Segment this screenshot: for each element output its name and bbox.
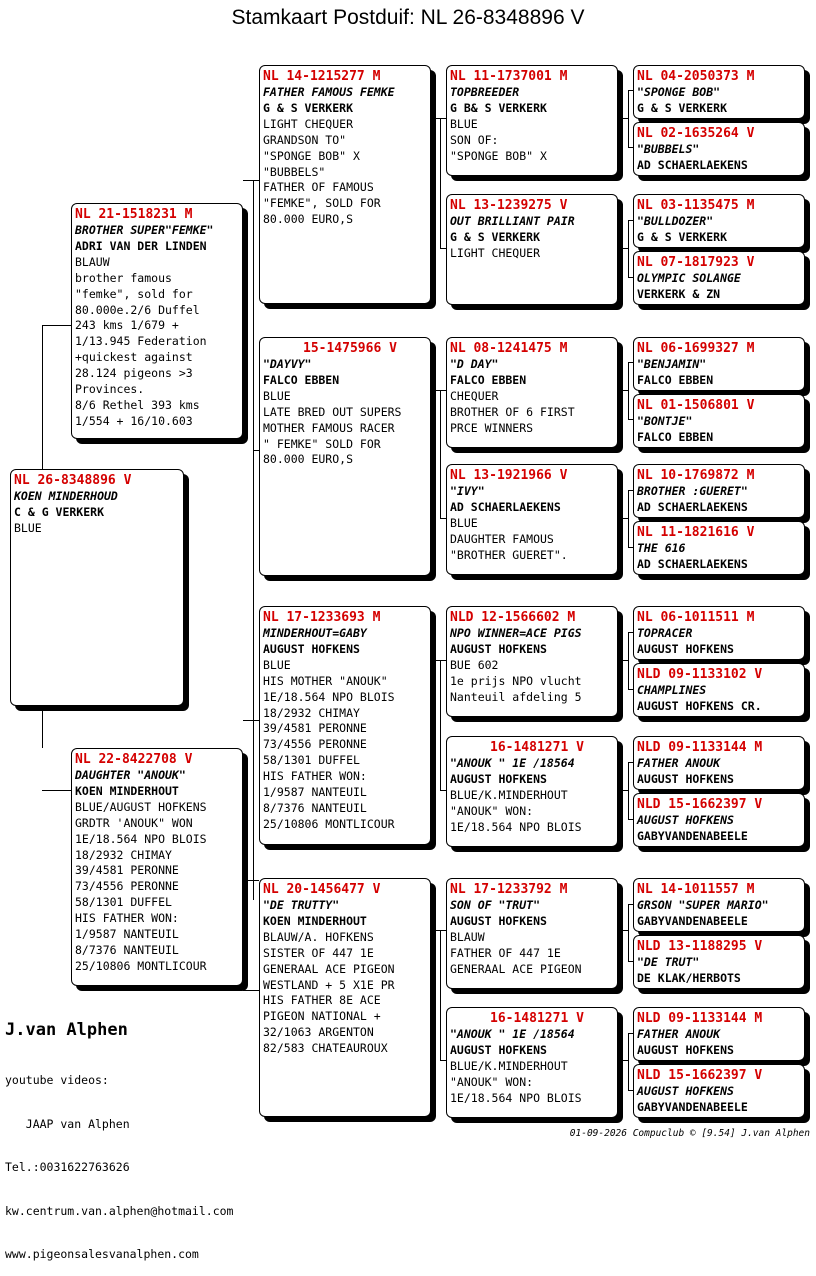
info-line: 25/10806 MONTLICOUR xyxy=(263,816,395,831)
info-line: 58/1301 DUFFEL xyxy=(263,753,360,768)
ring-number: NLD 09-1133102 V xyxy=(637,667,763,682)
info-line: "SPONGE BOB" X xyxy=(263,148,360,163)
info-line: 1e prijs NPO vlucht xyxy=(450,673,582,688)
owner-name: GABYVANDENABEELE xyxy=(637,1099,748,1114)
info-line: 1E/18.564 NPO BLOIS xyxy=(263,689,395,704)
pigeon-card-g5 xyxy=(446,606,618,717)
info-line: BLUE/AUGUST HOFKENS xyxy=(75,799,207,814)
info-line: LATE BRED OUT SUPERS xyxy=(263,404,402,419)
ring-number: NL 11-1821616 V xyxy=(637,525,755,540)
info-line: 18/2932 CHIMAY xyxy=(263,705,360,720)
pigeon-name: "BONTJE" xyxy=(637,414,693,428)
pigeon-card-ggp1 xyxy=(633,65,805,119)
connector-line xyxy=(42,325,71,326)
ring-number: NL 17-1233693 M xyxy=(263,610,381,625)
owner-name: FALCO EBBEN xyxy=(263,372,340,387)
pigeon-card-ggp16 xyxy=(633,1064,805,1118)
owner-name: G & S VERKERK xyxy=(263,100,354,115)
owner-name: AUGUST HOFKENS CR. xyxy=(637,698,762,713)
owner-name: FALCO EBBEN xyxy=(637,372,714,387)
connector-line xyxy=(618,790,628,791)
pigeon-name: "DAYVY" xyxy=(263,357,312,371)
info-line: GENERAAL ACE PIGEON xyxy=(263,961,395,976)
connector-line xyxy=(440,390,441,518)
print-info: 01-09-2026 Compuclub © [9.54] J.van Alphen xyxy=(569,1128,810,1139)
pigeon-name: TOPBREEDER xyxy=(450,85,520,99)
contact-email: kw.centrum.van.alphen@hotmail.com xyxy=(5,1203,234,1218)
info-line: BLUE/K.MINDERHOUT xyxy=(450,1058,568,1073)
info-line: 1/13.945 Federation xyxy=(75,334,207,349)
info-line: BLAUW/A. HOFKENS xyxy=(263,929,374,944)
pigeon-name: "BUBBELS" xyxy=(637,142,700,156)
owner-name: GABYVANDENABEELE xyxy=(637,828,748,843)
ring-number: NL 17-1233792 M xyxy=(450,882,568,897)
ring-number: 15-1475966 V xyxy=(303,341,397,356)
pigeon-name: "ANOUK " 1E /18564 xyxy=(450,756,575,770)
pigeon-card-ggp2 xyxy=(633,122,805,176)
pigeon-card-gp1 xyxy=(259,65,431,304)
pigeon-card-g4 xyxy=(446,464,618,575)
ring-number: NLD 15-1662397 V xyxy=(637,1068,763,1083)
owner-name: AUGUST HOFKENS xyxy=(637,641,734,656)
ring-number: NL 06-1011511 M xyxy=(637,610,755,625)
info-line: 73/4556 PERONNE xyxy=(263,737,367,752)
contact-website: www.pigeonsalesvanalphen.com xyxy=(5,1247,199,1261)
pigeon-name: "DE TRUTTY" xyxy=(263,898,340,912)
info-line: FATHER OF FAMOUS xyxy=(263,180,374,195)
pigeon-card-ggp7 xyxy=(633,464,805,518)
info-line: "BROTHER GUERET". xyxy=(450,547,568,562)
connector-line xyxy=(431,930,446,931)
owner-name: AUGUST HOFKENS xyxy=(263,641,360,656)
pigeon-card-ggp3 xyxy=(633,194,805,248)
info-line: "ANOUK" WON: xyxy=(450,803,534,818)
owner-name: DE KLAK/HERBOTS xyxy=(637,970,741,985)
owner-name: G B& S VERKERK xyxy=(450,100,547,115)
owner-name: AD SCHAERLAEKENS xyxy=(637,556,748,571)
ring-number: NL 07-1817923 V xyxy=(637,255,755,270)
info-line: 25/10806 MONTLICOUR xyxy=(75,958,207,973)
info-line: " FEMKE" SOLD FOR xyxy=(263,436,381,451)
pigeon-name: OUT BRILLIANT PAIR xyxy=(450,214,575,228)
info-line: 1/554 + 16/10.603 xyxy=(75,413,193,428)
connector-line xyxy=(253,180,254,900)
pigeon-name: "IVY" xyxy=(450,484,485,498)
pigeon-card-g3 xyxy=(446,337,618,448)
ring-number: NL 02-1635264 V xyxy=(637,126,755,141)
ring-number: NL 13-1239275 V xyxy=(450,198,568,213)
owner-name: C & G VERKERK xyxy=(14,504,105,519)
pigeon-name: AUGUST HOFKENS xyxy=(637,813,734,827)
connector-line xyxy=(628,632,629,689)
info-line: BLUE xyxy=(263,657,291,672)
pigeon-card-ggp14 xyxy=(633,935,805,989)
connector-line xyxy=(431,390,446,391)
owner-name: AUGUST HOFKENS xyxy=(450,1042,547,1057)
info-line: BLUE/K.MINDERHOUT xyxy=(450,787,568,802)
info-line: "BUBBELS" xyxy=(263,164,326,179)
ring-number: NL 06-1699327 M xyxy=(637,341,755,356)
info-line: SISTER OF 447 1E xyxy=(263,945,374,960)
info-line: GRANDSON TO" xyxy=(263,132,347,147)
pigeon-name: "BENJAMIN" xyxy=(637,357,707,371)
info-line: Provinces. xyxy=(75,382,145,397)
ring-number: NL 26-8348896 V xyxy=(14,473,132,488)
pigeon-card-p0 xyxy=(10,469,184,706)
info-line: GENERAAL ACE PIGEON xyxy=(450,961,582,976)
info-line: SON OF: xyxy=(450,132,499,147)
connector-line xyxy=(628,362,629,419)
info-line: 8/7376 NANTEUIL xyxy=(263,800,367,815)
owner-name: G & S VERKERK xyxy=(450,229,541,244)
pigeon-card-ggp6 xyxy=(633,394,805,448)
info-line: 1E/18.564 NPO BLOIS xyxy=(450,819,582,834)
pigeon-card-ggp11 xyxy=(633,736,805,790)
ring-number: NL 04-2050373 M xyxy=(637,69,755,84)
connector-line xyxy=(618,518,628,519)
connector-line xyxy=(440,930,441,1060)
connector-line xyxy=(618,930,628,931)
info-line: FATHER OF 447 1E xyxy=(450,945,561,960)
pigeon-card-g7 xyxy=(446,878,618,989)
connector-line xyxy=(618,1060,628,1061)
info-line: 8/7376 NANTEUIL xyxy=(75,942,179,957)
connector-line xyxy=(431,660,446,661)
info-line: BLUE xyxy=(14,520,42,535)
pigeon-name: CHAMPLINES xyxy=(637,683,707,697)
page-title: Stamkaart Postduif: NL 26-8348896 V xyxy=(231,6,585,29)
info-line: 82/583 CHATEAUROUX xyxy=(263,1041,388,1056)
pigeon-card-ggp13 xyxy=(633,878,805,932)
info-line: LIGHT CHEQUER xyxy=(450,245,541,260)
pigeon-name: FATHER FAMOUS FEMKE xyxy=(263,85,395,99)
connector-line xyxy=(628,220,629,277)
ring-number: NL 20-1456477 V xyxy=(263,882,381,897)
connector-line xyxy=(42,325,43,469)
ring-number: NLD 12-1566602 M xyxy=(450,610,576,625)
ring-number: NL 13-1921966 V xyxy=(450,468,568,483)
info-line: 1E/18.564 NPO BLOIS xyxy=(450,1090,582,1105)
ring-number: NLD 15-1662397 V xyxy=(637,797,763,812)
owner-name: VERKERK & ZN xyxy=(637,286,721,301)
ring-number: NL 21-1518231 M xyxy=(75,207,193,222)
info-line: PRCE WINNERS xyxy=(450,420,534,435)
owner-name: GABYVANDENABEELE xyxy=(637,913,748,928)
owner-name: KOEN MINDERHOUT xyxy=(263,913,367,928)
owner-name: AUGUST HOFKENS xyxy=(450,641,547,656)
info-line: 58/1301 DUFFEL xyxy=(75,895,172,910)
pigeon-name: KOEN MINDERHOUD xyxy=(14,489,118,503)
info-line: HIS FATHER WON: xyxy=(75,911,179,926)
connector-line xyxy=(628,490,629,547)
connector-line xyxy=(618,118,628,119)
pigeon-card-ggp8 xyxy=(633,521,805,575)
pigeon-card-g8 xyxy=(446,1007,618,1118)
ring-number: NLD 09-1133144 M xyxy=(637,1011,763,1026)
owner-name: FALCO EBBEN xyxy=(637,429,714,444)
contact-line: JAAP van Alphen xyxy=(5,1116,130,1131)
info-line: 39/4581 PERONNE xyxy=(75,863,179,878)
pigeon-card-ggp5 xyxy=(633,337,805,391)
pigeon-card-g2 xyxy=(446,194,618,305)
connector-line xyxy=(440,660,441,790)
info-line: 73/4556 PERONNE xyxy=(75,879,179,894)
info-line: CHEQUER xyxy=(450,388,499,403)
ring-number: NL 14-1011557 M xyxy=(637,882,755,897)
info-line: +quickest against xyxy=(75,350,193,365)
pigeon-card-gp2 xyxy=(259,337,431,576)
info-line: "femke", sold for xyxy=(75,286,193,301)
info-line: LIGHT CHEQUER xyxy=(263,116,354,131)
owner-name: AUGUST HOFKENS xyxy=(637,771,734,786)
info-line: 8/6 Rethel 393 kms xyxy=(75,397,200,412)
info-line: BLAUW xyxy=(75,254,110,269)
owner-name: ADRI VAN DER LINDEN xyxy=(75,238,207,253)
connector-line xyxy=(243,880,253,881)
info-line: 80.000e.2/6 Duffel xyxy=(75,302,200,317)
info-line: 18/2932 CHIMAY xyxy=(75,847,172,862)
pigeon-card-g1 xyxy=(446,65,618,176)
pigeon-name: "D DAY" xyxy=(450,357,499,371)
info-line: "FEMKE", SOLD FOR xyxy=(263,196,381,211)
info-line: 28.124 pigeons >3 xyxy=(75,366,193,381)
owner-name: FALCO EBBEN xyxy=(450,372,527,387)
owner-name: AUGUST HOFKENS xyxy=(450,771,547,786)
info-line: BUE 602 xyxy=(450,657,499,672)
owner-name: AUGUST HOFKENS xyxy=(637,1042,734,1057)
ring-number: 16-1481271 V xyxy=(490,1011,584,1026)
breeder-contact xyxy=(5,1044,233,1276)
connector-line xyxy=(253,880,259,881)
connector-line xyxy=(618,248,628,249)
pigeon-name: "BULLDOZER" xyxy=(637,214,714,228)
pigeon-name: MINDERHOUT=GABY xyxy=(263,626,367,640)
connector-line xyxy=(42,706,43,748)
ring-number: NL 03-1135475 M xyxy=(637,198,755,213)
info-line: PIGEON NATIONAL + xyxy=(263,1009,381,1024)
info-line: 80.000 EURO,S xyxy=(263,452,354,467)
info-line: BLUE xyxy=(450,515,478,530)
info-line: 1E/18.564 NPO BLOIS xyxy=(75,831,207,846)
ring-number: NL 11-1737001 M xyxy=(450,69,568,84)
info-line: 1/9587 NANTEUIL xyxy=(75,927,179,942)
info-line: HIS FATHER 8E ACE xyxy=(263,993,381,1008)
info-line: MOTHER FAMOUS RACER xyxy=(263,420,395,435)
pigeon-card-gp4 xyxy=(259,878,431,1117)
pigeon-card-ggp12 xyxy=(633,793,805,847)
pigeon-name: NPO WINNER=ACE PIGS xyxy=(450,626,582,640)
pigeon-card-ggp15 xyxy=(633,1007,805,1061)
connector-line xyxy=(628,762,629,819)
info-line: BLUE xyxy=(450,116,478,131)
info-line: 1/9587 NANTEUIL xyxy=(263,785,367,800)
connector-line xyxy=(628,1033,629,1090)
pigeon-name: "ANOUK " 1E /18564 xyxy=(450,1027,575,1041)
ring-number: NL 08-1241475 M xyxy=(450,341,568,356)
pigeon-card-p2 xyxy=(71,748,243,986)
pigeon-name: "SPONGE BOB" xyxy=(637,85,721,99)
info-line: HIS FATHER WON: xyxy=(263,769,367,784)
pigeon-card-ggp10 xyxy=(633,663,805,717)
pigeon-name: FATHER ANOUK xyxy=(637,1027,721,1041)
info-line: WESTLAND + 5 X1E PR xyxy=(263,977,395,992)
ring-number: NL 10-1769872 M xyxy=(637,468,755,483)
ring-number: 16-1481271 V xyxy=(490,740,584,755)
info-line: DAUGHTER FAMOUS xyxy=(450,531,554,546)
pigeon-card-ggp9 xyxy=(633,606,805,660)
info-line: BROTHER OF 6 FIRST xyxy=(450,404,575,419)
pigeon-name: BROTHER SUPER"FEMKE" xyxy=(75,223,214,237)
connector-line xyxy=(42,790,71,791)
connector-line xyxy=(618,390,628,391)
connector-line xyxy=(628,904,629,961)
owner-name: G & S VERKERK xyxy=(637,229,728,244)
pigeon-card-g6 xyxy=(446,736,618,847)
ring-number: NL 22-8422708 V xyxy=(75,752,193,767)
pigeon-name: GRSON "SUPER MARIO" xyxy=(637,898,769,912)
owner-name: AD SCHAERLAEKENS xyxy=(450,499,561,514)
ring-number: NLD 09-1133144 M xyxy=(637,740,763,755)
owner-name: KOEN MINDERHOUT xyxy=(75,783,179,798)
connector-line xyxy=(440,118,441,248)
info-line: BLAUW xyxy=(450,929,485,944)
pigeon-name: OLYMPIC SOLANGE xyxy=(637,271,741,285)
owner-name: AD SCHAERLAEKENS xyxy=(637,499,748,514)
ring-number: NL 01-1506801 V xyxy=(637,398,755,413)
info-line: GRDTR 'ANOUK" WON xyxy=(75,815,193,830)
pigeon-name: THE 616 xyxy=(637,541,686,555)
ring-number: NL 14-1215277 M xyxy=(263,69,381,84)
info-line: BLUE xyxy=(263,388,291,403)
owner-name: AD SCHAERLAEKENS xyxy=(637,157,748,172)
pigeon-name: "DE TRUT" xyxy=(637,955,700,969)
pigeon-card-gp3 xyxy=(259,606,431,845)
info-line: 80.000 EURO,S xyxy=(263,212,354,227)
owner-name: G & S VERKERK xyxy=(637,100,728,115)
contact-line: youtube videos: xyxy=(5,1073,109,1087)
pigeon-name: AUGUST HOFKENS xyxy=(637,1084,734,1098)
pigeon-card-ggp4 xyxy=(633,251,805,305)
info-line: 39/4581 PERONNE xyxy=(263,721,367,736)
breeder-name: J.van Alphen xyxy=(5,1020,128,1040)
connector-line xyxy=(618,660,628,661)
pigeon-card-p1 xyxy=(71,203,243,439)
pigeon-name: BROTHER :GUERET" xyxy=(637,484,748,498)
ring-number: NLD 13-1188295 V xyxy=(637,939,763,954)
pigeon-name: DAUGHTER "ANOUK" xyxy=(75,768,186,782)
info-line: 32/1063 ARGENTON xyxy=(263,1025,374,1040)
connector-line xyxy=(628,90,629,147)
info-line: HIS MOTHER "ANOUK" xyxy=(263,673,388,688)
pigeon-name: SON OF "TRUT" xyxy=(450,898,541,912)
connector-line xyxy=(431,118,446,119)
owner-name: AUGUST HOFKENS xyxy=(450,913,547,928)
pigeon-name: TOPRACER xyxy=(637,626,693,640)
contact-line: Tel.:0031622763626 xyxy=(5,1160,130,1174)
info-line: brother famous xyxy=(75,270,172,285)
info-line: "SPONGE BOB" X xyxy=(450,148,547,163)
info-line: 243 kms 1/679 + xyxy=(75,318,179,333)
pigeon-name: FATHER ANOUK xyxy=(637,756,721,770)
info-line: Nanteuil afdeling 5 xyxy=(450,689,582,704)
info-line: "ANOUK" WON: xyxy=(450,1074,534,1089)
